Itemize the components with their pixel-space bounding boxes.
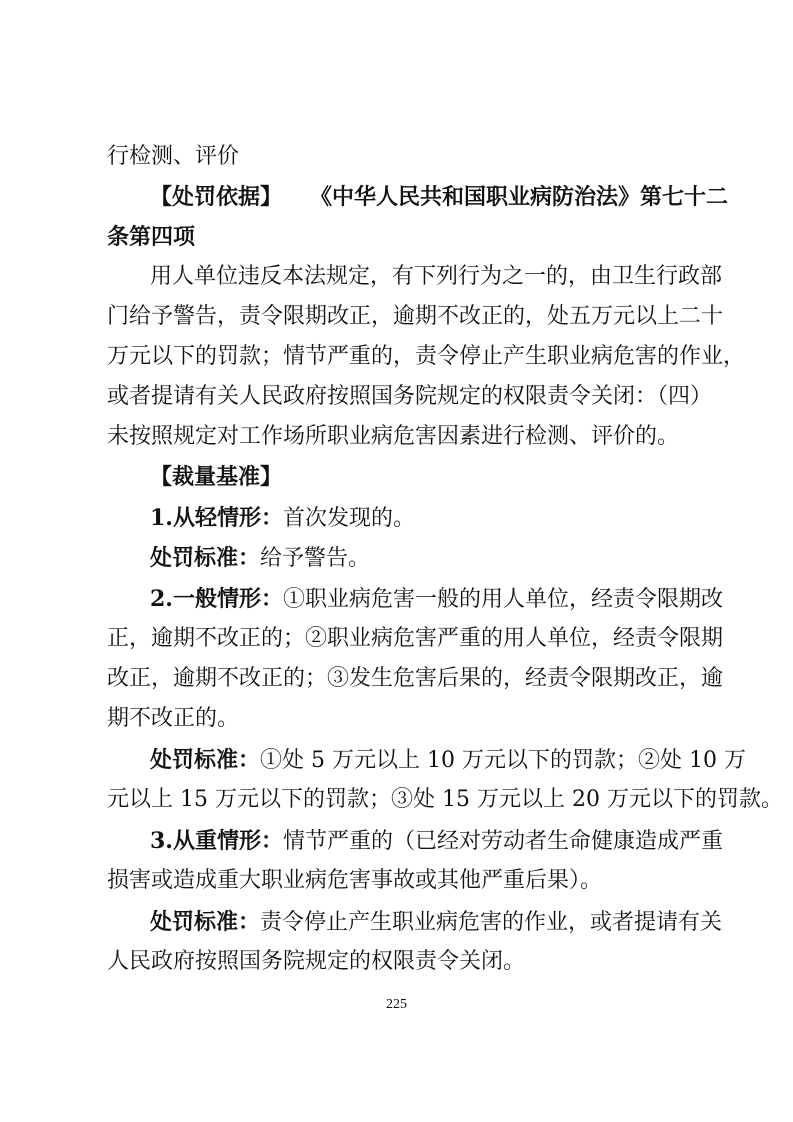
text-line: 行检测、评价: [107, 144, 240, 169]
heavy-penalty-text-line: 人民政府按照国务院规定的权限责令关闭。: [107, 949, 526, 974]
law-text-line: 万元以下的罚款；情节严重的，责令停止产生职业病危害的作业，: [107, 344, 746, 369]
page-number: 225: [386, 997, 407, 1012]
heavy-case-text-line: 损害或造成重大职业病危害事故或其他严重后果）。: [107, 868, 603, 893]
standard-heading: 【裁量基准】: [150, 464, 283, 490]
heavy-penalty-line: [0, 907, 793, 938]
law-text-line: 未按照规定对工作场所职业病危害因素进行检测、评价的。: [107, 424, 680, 449]
light-penalty-text: 给予警告。: [260, 546, 371, 571]
light-case-label: 1.从轻情形：: [150, 505, 283, 531]
general-case-text-line: 期不改正的。: [107, 706, 240, 731]
heavy-penalty-text: 责令停止产生职业病危害的作业，或者提请有关: [260, 910, 723, 935]
general-case-line: [0, 584, 793, 615]
light-case-text: 首次发现的。: [282, 506, 415, 531]
general-case-text-line: 正，逾期不改正的；②职业病危害严重的用人单位，经责令限期: [107, 626, 724, 651]
penalty-label: 处罚标准：: [150, 909, 261, 935]
general-penalty-text-line: 元以上 15 万元以下的罚款；③处 15 万元以上 20 万元以下的罚款。: [107, 787, 783, 812]
general-case-text-line: 改正，逾期不改正的；③发生危害后果的，经责令限期改正，逾: [107, 666, 724, 691]
law-text-line: 门给予警告，责令限期改正，逾期不改正的，处五万元以上二十: [107, 304, 724, 329]
heavy-case-text: 情节严重的（已经对劳动者生命健康造成严重: [282, 829, 723, 854]
law-text-line: 用人单位违反本法规定，有下列行为之一的，由卫生行政部: [150, 264, 723, 289]
general-penalty-text: ①处 5 万元以上 10 万元以下的罚款；②处 10 万: [260, 748, 746, 773]
heavy-case-label: 3.从重情形：: [150, 828, 283, 854]
penalty-label: 处罚标准：: [150, 545, 261, 571]
light-case-line: [0, 503, 793, 534]
light-penalty-line: [0, 543, 793, 574]
general-penalty-line: [0, 745, 793, 776]
law-text-line: 或者提请有关人民政府按照国务院规定的权限责令关闭：（四）: [107, 384, 713, 409]
basis-heading: 【处罚依据】: [150, 184, 283, 210]
law-citation-continued: 条第四项: [107, 224, 196, 250]
law-citation: 《中华人民共和国职业病防治法》第七十二: [310, 184, 729, 210]
heavy-case-line: [0, 826, 793, 857]
general-case-label: 2.一般情形：: [150, 586, 283, 612]
basis-heading-line: [0, 182, 793, 213]
general-case-text: ①职业病危害一般的用人单位，经责令限期改: [282, 587, 723, 612]
penalty-label: 处罚标准：: [150, 747, 261, 773]
